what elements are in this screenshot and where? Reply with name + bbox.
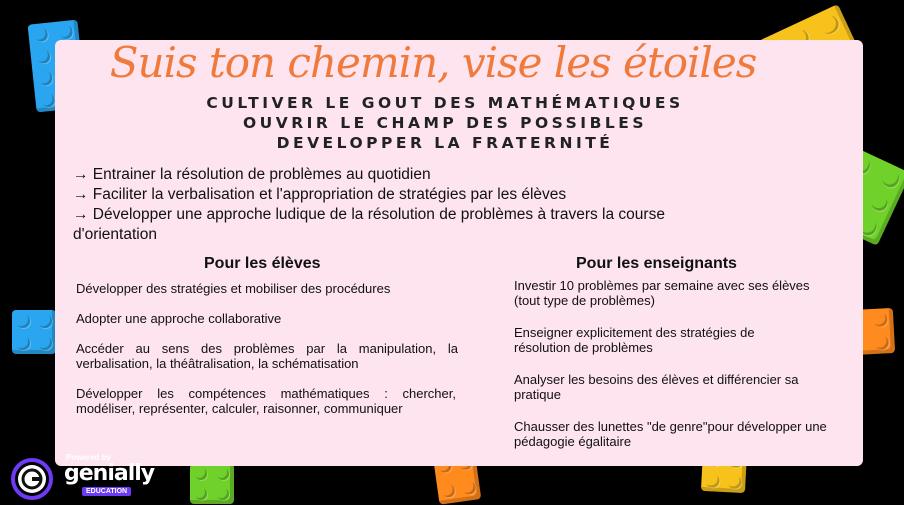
student-item: Développer des stratégies et mobiliser des procédures bbox=[76, 281, 391, 296]
lego-brick bbox=[190, 464, 234, 504]
brick-stud bbox=[441, 483, 456, 498]
brick-stud bbox=[16, 314, 30, 328]
brick-stud bbox=[217, 488, 229, 500]
brick-stud bbox=[728, 475, 742, 489]
powered-by-label: Powered by bbox=[66, 453, 111, 462]
brick-stud bbox=[16, 336, 30, 350]
subtitle-3: DEVELOPPER LA FRATERNITÉ bbox=[276, 134, 614, 152]
student-item: Adopter une approche collaborative bbox=[76, 311, 282, 326]
student-item: Accéder au sens des problèmes par la manipulation, la verbalisation, la théâtralisation, la schématisation bbox=[76, 341, 458, 371]
brick-stud bbox=[880, 168, 902, 190]
teacher-item: Enseigner explicitement des stratégies de résolution de problèmes bbox=[514, 325, 755, 355]
brick-stud bbox=[873, 313, 888, 328]
brick-stud bbox=[817, 12, 842, 37]
genially-branding[interactable] bbox=[6, 452, 155, 505]
subtitle-2: OUVRIR LE CHAMP DES POSSIBLES bbox=[242, 114, 648, 132]
subtitle-1: CULTIVER LE GOUT DES MATHÉMATIQUES bbox=[206, 94, 684, 112]
brick-stud bbox=[462, 481, 477, 496]
brick-stud bbox=[38, 314, 52, 328]
lego-brick bbox=[12, 310, 56, 354]
brand-name: genially bbox=[64, 461, 155, 486]
brick-stud bbox=[706, 474, 720, 488]
teacher-item: Chausser des lunettes "de genre"pour développer une pédagogie égalitaire bbox=[514, 419, 827, 449]
students-heading: Pour les élèves bbox=[204, 255, 321, 272]
objective-2: → Faciliter la verbalisation et l'appropriation de stratégies par les élèves bbox=[73, 186, 567, 203]
student-item: Développer les compétences mathématiques : chercher, modéliser, représenter, calculer, raisonner, communiquer bbox=[76, 386, 456, 416]
teacher-item: Investir 10 problèmes par semaine avec ses élèves (tout type de problèmes) bbox=[514, 278, 810, 308]
objective-3: → Développer une approche ludique de la résolution de problèmes à travers la course bbox=[73, 206, 665, 223]
teachers-heading: Pour les enseignants bbox=[576, 255, 737, 272]
brick-stud bbox=[38, 336, 52, 350]
objective-1: → Entrainer la résolution de problèmes au quotidien bbox=[73, 166, 431, 183]
genially-logo-icon bbox=[6, 452, 62, 500]
brick-stud bbox=[869, 192, 891, 214]
brick-stud bbox=[874, 335, 889, 350]
page-title: Suis ton chemin, vise les étoiles bbox=[109, 38, 757, 87]
brick-stud bbox=[195, 468, 207, 480]
objective-3-continued: d'orientation bbox=[73, 226, 157, 243]
teacher-item: Analyser les besoins des élèves et différencier sa pratique bbox=[514, 372, 799, 402]
brick-stud bbox=[195, 488, 207, 500]
brick-stud bbox=[217, 468, 229, 480]
education-badge: EDUCATION bbox=[82, 487, 131, 496]
